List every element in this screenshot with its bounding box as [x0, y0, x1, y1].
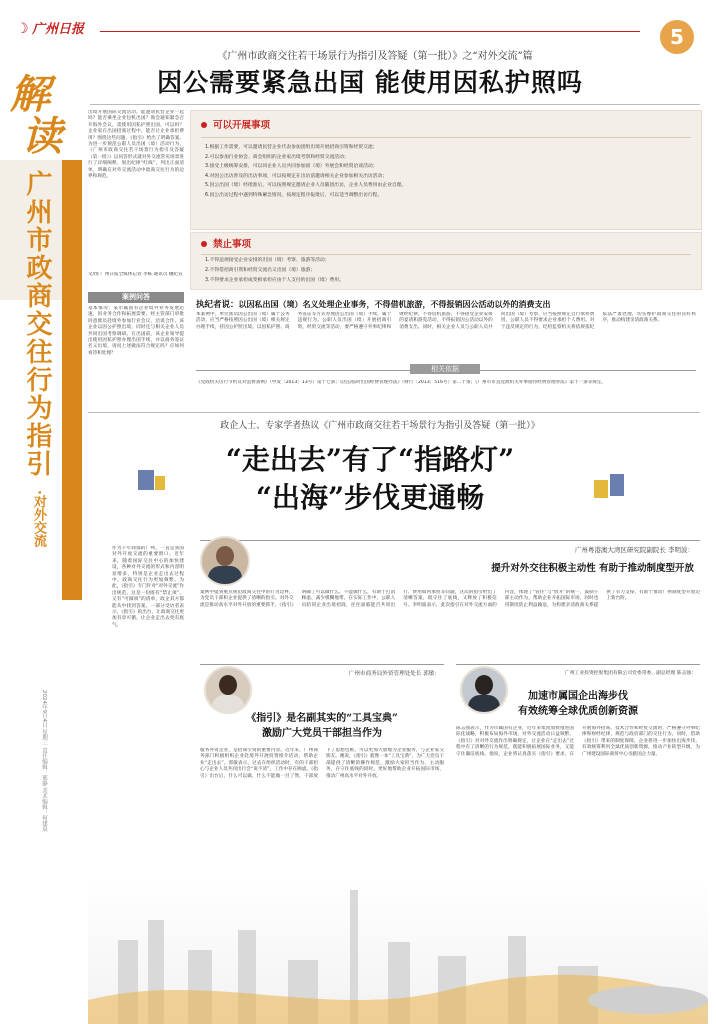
allowed-box: [190, 110, 702, 230]
forbidden-box: [190, 232, 702, 290]
list-item: 1.根据工作需要，可以邀请民营企业代表参加团组出境开展招商引资和经贸交流；: [205, 145, 378, 150]
expert-left-avatar: [204, 666, 252, 714]
basis-text: 《党政机关厉行节约反对浪费条例》（中发〔2013〕13号）第十七条；《因公临时出国经费管理办法》（财行〔2013〕516号）第二十条；《广州市市直党政机关外事接待经费管理办法》第十一条等规定。: [196, 380, 607, 385]
intro-credit: 文/图 广州日报全媒体记者 李栋 通讯员 穗纪宣: [88, 272, 183, 277]
allowed-list: [205, 143, 691, 201]
masthead-rule: [100, 31, 640, 32]
forbidden-dot-icon: [201, 241, 207, 247]
answer-header: [196, 292, 706, 310]
expert-top-title: 广州粤港澳大湾区研究院副院长 李明波：: [574, 546, 694, 554]
expert-right-headline-1: 加速市属国企出海步伐: [528, 691, 628, 702]
main-kicker: 《广州市政商交往若干场景行为指引及答疑（第一批）》之“对外交流”篇: [217, 51, 533, 62]
side-title-sub: ·对外交流: [31, 490, 46, 547]
feature-intro-text: 作为千年商都的广州，一直是我国对外开放交流的重要窗口。近年来，随着国际交往中心的加快建设，各种对外交流的形式和内容明显增多，特别是企业走出去过程中，政商交往行为更加频繁。为此，《指引》专门针对“对外交流”作出规范。这是一份既有“禁止项”、又有“可做项”的清单，政企双方都能从中找到答案。一部分受访者表示，《指引》的出台，让政商交往更加有章可循，让企业走出去更有底气。: [112, 546, 184, 628]
forbidden-list: [205, 256, 691, 286]
flag-right2-icon: [610, 474, 624, 496]
expert-top-rule: [200, 540, 700, 541]
answer-label: 执纪者说：: [196, 300, 239, 310]
avatar-body: [208, 566, 242, 586]
side-title-du: 读: [22, 113, 62, 160]
vertical-band: [62, 160, 82, 600]
case-label: 案例问答: [88, 292, 184, 303]
expert-top-text: 案例中提到重点规范政商交往中的行为边界，为党员干部和企业提供了清晰的指引。对外交流是推动高水平对外开放的重要抓手，《指引》明确了可以做什么、不能做什么，有助于打消顾虑、减少模糊地带。在实际工作中，公职人员陪同企业出境招商，往往面临能否共同出行、费用如何承担等问题，这次的指引给出了清晰答案，既守住了底线，又释放了积极信号。李明波表示，此次指引在对外交流方面的内容，体现了“管住”与“放开”的统一，鼓励干部主动作为，帮助企业开拓国际市场，同时也用制度防止利益输送，为构建亲清政商关系提供了有力支撑，有助于推动广州制度型开放迈上新台阶。: [200, 590, 700, 608]
answer-text: 本案例中，单位派员因公出国（境）属于公务活动，应当严格按照因公出国（境）相关规定办理手续，持因公护照出境。以因私护照、商务签证等方式办理因公出国（境）手续，属于违规行为。公职人员出国（境）开展招商引资、经贸交流等活动，要严格遵守外事纪律和财经纪律，不得借机旅游，不得接受企业安排的宴请和游览活动，不得报销因公活动以外的消费支出。同时，相关企业人员与公职人员共同出国（境）考察，应当按照规定自行承担费用，公职人员不得要求企业承担个人费用。对于违反规定的行为，纪检监察机关将依规依纪依法严肃处理，切实维护政商交往的良好秩序，推动构建亲清政商关系。: [196, 312, 696, 330]
allowed-title: 可以开展事项: [213, 120, 271, 131]
flag-left2-icon: [155, 476, 165, 490]
list-item: 3.不得要求企业承担或变相承担应由个人支付的出国（境）费用。: [205, 278, 344, 283]
skyline-illustration: [88, 880, 708, 1024]
allowed-title-row: [201, 119, 401, 133]
paper-logo: [16, 20, 116, 40]
feature-kicker: 政企人士、专家学者热议《广州市政商交往若干场景行为指引及答疑（第一批）》: [220, 421, 540, 431]
expert-right-title: 广州工业投资控股集团有限公司党委常委、副总经理 陈志强：: [564, 671, 696, 676]
expert-left-text: 服务外资企业，是招商引资的重要内容。近年来，广州商务部门积极组织企业赴境外开展投资推介活动，帮助企业“走出去”。郭敏表示，过去在组织活动时，有的干部担心与企业人员共同出行会“说不清”，工作中存在顾虑。《指引》出台后，什么可以做、什么不能做一目了然，干部放下了思想包袱，可以更加大胆地为企业服务，与企业家交朋友。她说，《指引》就像一本“工具宝典”，为广大党员干部提供了清晰的操作规范，激励大家担当作为、主动服务，在守住底线的同时，更好地帮助企业开拓国际市场，推动广州高水平对外开放。: [200, 748, 444, 779]
list-item: 2.不得借招商引资和经贸交流名义出国（境）旅游；: [205, 268, 316, 273]
answer-summary: 以因私出国（境）名义处理企业事务，不得借机旅游，不得报销因公活动以外的消费支出: [238, 299, 551, 309]
basis-label: 相关依据: [410, 364, 480, 374]
forbidden-divider: [201, 254, 691, 255]
list-item: 5.因公出国（境）经批准后，可以按照规定邀请企业人员随团出访，企业人员费用由企业自理。: [205, 183, 407, 189]
expert-left-headline-2: 激励广大党员干部担当作为: [262, 728, 382, 739]
avatar-head: [219, 675, 237, 695]
skyline-svg: [88, 880, 708, 1024]
expert-left-headline-1: 《指引》是名副其实的“工具宝典”: [246, 713, 398, 724]
avatar-head: [216, 546, 234, 566]
feature-headline-1: “走出去”有了“指路灯”: [225, 443, 515, 476]
main-headline: 因公需要紧急出国 能使用因私护照吗: [157, 68, 583, 97]
headline-underline: [90, 104, 700, 105]
list-item: 3.接受上级统筹安排，可以同企业人员共同参加国（境）外展会和经贸洽谈活动；: [205, 164, 378, 170]
side-title-jie: 解: [10, 71, 50, 118]
footer-vertical: 2024年9月4日 星期三 责任编辑：邢静 美术编辑：何建泉: [41, 690, 47, 832]
list-item: 4.对因公出访涉及的出访事项，可以按规定在出访前邀请相关企业参加相关出访活动；: [205, 173, 388, 179]
forbidden-title: 禁止事项: [213, 239, 252, 250]
flag-left-icon: [138, 470, 154, 490]
expert-top-headline: 提升对外交往积极主动性 有助于推动制度型开放: [491, 563, 694, 574]
logo-swirl-icon: ☽: [16, 21, 29, 37]
list-item: 2.可以参加行业协会、商会组织的企业家出境考察和经贸交流活动；: [205, 154, 349, 160]
expert-right-headline-2: 有效统筹全球优质创新资源: [518, 706, 638, 717]
page-number-badge: 5: [660, 20, 694, 54]
allowed-dot-icon: [201, 122, 207, 128]
expert-left-title: 广州市商务局外资管理处处长 郭敏：: [348, 671, 440, 677]
feature-headline-2: “出海”步伐更通畅: [255, 481, 485, 514]
case-text: 基本情况：某市属国有企业境外业务发展迅速，因业务合作和拓展需要，经主管部门审批同意派员赴境外参加行业会议、洽谈合作。该企业以因公护照出境，同时还与相关企业人员共同出国考察调研。在出国前，该企业领导提出使用因私护照办理出国手续，并以商务签证名义出境，请问上述做法符合规定吗？应如何看待和处理？: [88, 306, 184, 356]
allowed-divider: [201, 137, 691, 138]
stadium-icon: [588, 986, 708, 1014]
logo-text: 广州日报: [32, 22, 85, 37]
expert-right-rule: [456, 664, 700, 665]
section-divider: [88, 412, 700, 413]
list-item: 6.因公出访过程中遇到特殊紧急情况，按规定程序报批后，可以适当调整出访行程。: [205, 192, 383, 198]
intro-text: 出境开展国际交流活动，能邀请民营企业一起吗？能否乘坐企业包机出国？商会通知紧急召开海外会议，需使用因私护照出国，可以吗？企业家在出国招商过程中，能否让企业承担费用？围绕这些问题，《指引》给出了明确答案。为进一步规范公职人员出国（境）活动行为，《广州市政商交往若干场景行为指引及答疑（第一批）》以问答形式就对外交流常见场景进行了详细阐释，划出纪律“红线”，列出正面清单，明确在对外交流活动中政商交往行为的边界和规范。: [88, 110, 184, 180]
expert-left-rule: [200, 664, 444, 665]
forbidden-title-row: [201, 238, 401, 252]
expert-right-text: 陈志强表示，作为市属国有企业，近年来集团加快推进国际化战略，积极布局海外市场，对外交流活动日益频繁。《指引》对对外交流作出明确规定，让企业在“走出去”过程中有了清晰的行为规范，既能积极拓展国际业务，又能守住廉洁底线。他说，企业将认真落实《指引》要求，在开展海外招商、技术合作和经贸交流时，严格遵守外事纪律和财经纪律，规范与政府部门的交往行为。同时，借助《指引》带来的制度保障，企业将进一步加快出海步伐，有效统筹利用全球优质创新资源，推动产业转型升级，为广州建设国际商贸中心贡献国企力量。: [456, 726, 700, 757]
side-title-vertical: 广州市政商交往行为指引: [22, 170, 52, 478]
expert-top-avatar: [200, 536, 250, 586]
list-item: 1.不得违规接受企业安排的出国（境）考察、旅游等活动；: [205, 258, 330, 263]
flag-right-icon: [594, 480, 608, 498]
